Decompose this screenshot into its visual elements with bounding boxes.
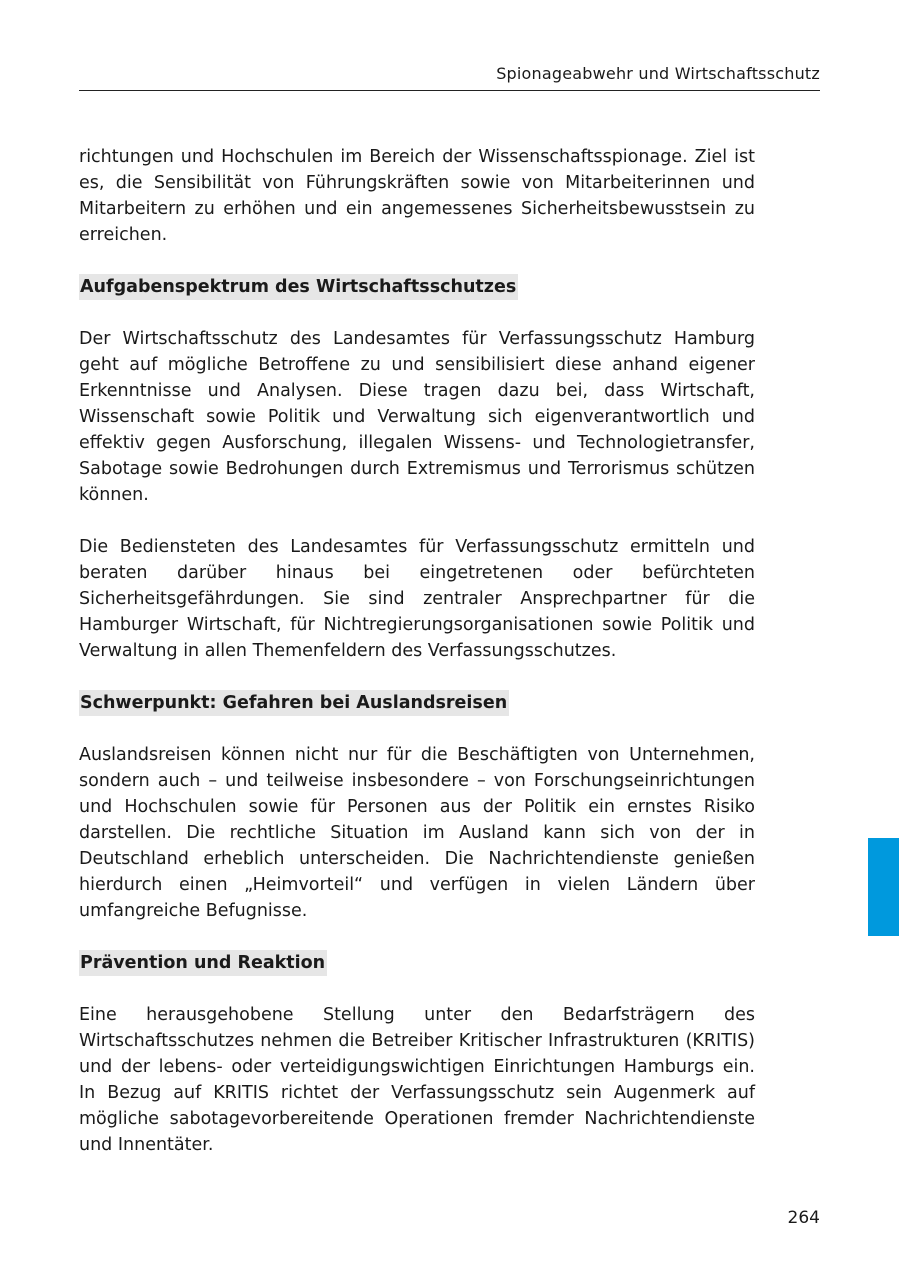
section-heading-aufgabenspektrum [79, 274, 755, 300]
chapter-tab-marker [868, 838, 899, 936]
paragraph-intro: richtungen und Hochschulen im Bereich der Wissenschaftsspionage. Ziel ist es, die Sensibilität von Führungskräften sowie von Mitarbeiterinnen und Mitarbeitern zu erhöhen und ein angemessenes Sicherheitsbewusstsein zu erreichen. [79, 147, 755, 245]
header-divider [79, 90, 820, 91]
section-heading-text: Schwerpunkt: Gefahren bei Auslandsreisen [79, 690, 509, 716]
paragraph-bedienstete: Die Bediensteten des Landesamtes für Verfassungsschutz ermitteln und beraten darüber hinaus bei eingetretenen oder befürchteten Sicherheitsgefährdungen. Sie sind zentraler Ansprechpartner für die Hamburger Wirtschaft, für Nichtregierungsorganisationen sowie Politik und Verwaltung in allen Themenfeldern des Verfassungsschutzes. [79, 537, 755, 661]
section-heading-text: Prävention und Reaktion [79, 950, 327, 976]
paragraph-kritis: Eine herausgehobene Stellung unter den Bedarfsträgern des Wirtschaftsschutzes nehmen die Betreiber Kritischer Infrastrukturen (KRITIS) und der lebens- oder verteidigungswichtigen Einrichtungen Hamburgs ein. In Bezug auf KRITIS richtet der Verfassungsschutz sein Augenmerk auf mögliche sabotagevorbereitende Operationen fremder Nachrichtendienste und Innentäter. [79, 1005, 755, 1155]
section-heading-praevention [79, 950, 755, 976]
section-heading-text: Aufgabenspektrum des Wirtschaftsschutzes [79, 274, 518, 300]
paragraph-wirtschaftsschutz: Der Wirtschaftsschutz des Landesamtes für Verfassungsschutz Hamburg geht auf mögliche Betroffene zu und sensibilisiert diese anhand eigener Erkenntnisse und Analysen. Diese tragen dazu bei, dass Wirtschaft, Wissenschaft sowie Politik und Verwaltung sich eigenverantwortlich und effektiv gegen Ausforschung, illegalen Wissens- und Technologietransfer, Sabotage sowie Bedrohungen durch Extremismus und Terrorismus schützen können. [79, 329, 755, 505]
running-header-title: Spionageabwehr und Wirtschaftsschutz [496, 64, 820, 83]
section-heading-auslandsreisen [79, 690, 755, 716]
paragraph-auslandsreisen: Auslandsreisen können nicht nur für die Beschäftigten von Unternehmen, sondern auch – und teilweise insbesondere – von Forschungseinrichtungen und Hochschulen sowie für Personen aus der Politik ein ernstes Risiko darstellen. Die rechtliche Situation im Ausland kann sich von der in Deutschland erheblich unterscheiden. Die Nachrichtendienste genießen hierdurch einen „Heimvorteil“ und verfügen in vielen Ländern über umfangreiche Befugnisse. [79, 745, 755, 921]
page-body [79, 144, 755, 1184]
page-number: 264 [787, 1208, 820, 1228]
